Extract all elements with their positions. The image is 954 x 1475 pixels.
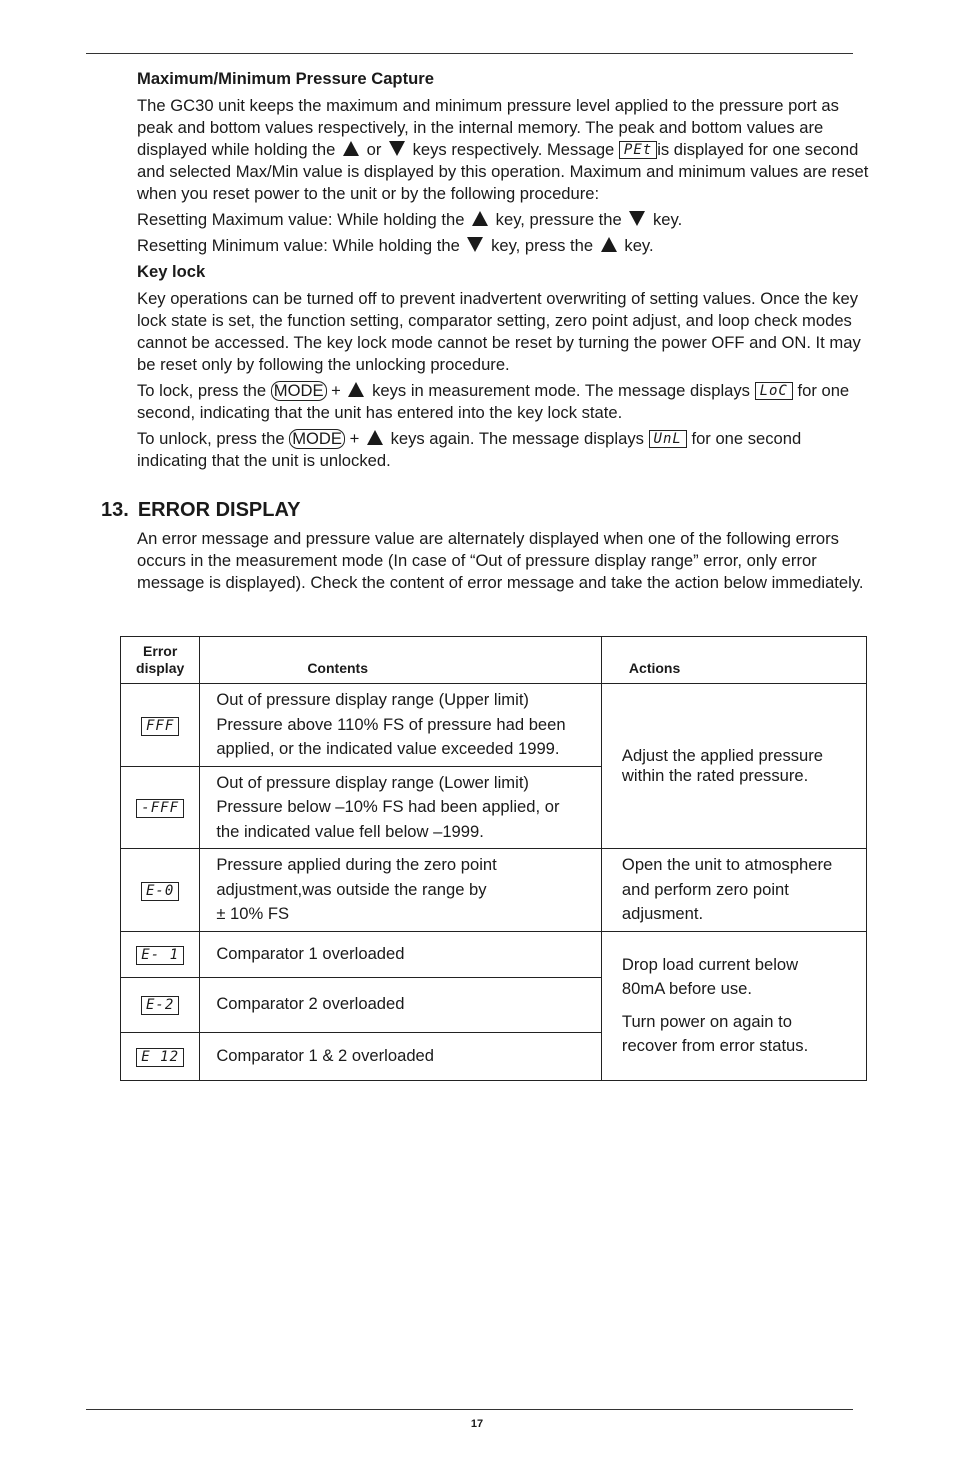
section-title-text: ERROR DISPLAY xyxy=(137,499,301,521)
up-arrow-key-icon xyxy=(348,382,364,397)
lcd-error-code: E-0 xyxy=(141,882,179,901)
header-text: Error xyxy=(143,643,178,659)
down-arrow-key-icon xyxy=(389,141,405,156)
lcd-unlock-message: UnL xyxy=(649,430,687,448)
action-line: 80mA before use. xyxy=(621,979,752,998)
content-line: Out of pressure display range (Upper limit) xyxy=(216,690,529,709)
content-line: Comparator 1 & 2 overloaded xyxy=(216,1045,435,1065)
action-line: Open the unit to atmosphere xyxy=(621,855,833,874)
action-line: adjusment. xyxy=(621,904,704,923)
page-number: 17 xyxy=(470,1418,484,1430)
lock-procedure xyxy=(137,380,872,424)
header-text: display xyxy=(136,660,185,676)
capture-text: The GC30 unit keeps the maximum and minimum pressure level applied to the pressure port as peak and bottom values respectively, in the internal memory. The peak and bottom values are displayed while holding the xyxy=(137,96,839,159)
error-content-cell xyxy=(200,931,602,977)
error-content-cell xyxy=(200,766,602,849)
error-code-cell xyxy=(121,684,200,767)
mode-key-icon: MODE xyxy=(289,429,345,449)
content-line: applied, or the indicated value exceeded 1999. xyxy=(216,739,560,758)
lcd-error-code: E- 1 xyxy=(136,946,184,965)
unlock-text: for one second indicating that the unit is unlocked. xyxy=(137,429,802,470)
header-contents: Contents xyxy=(200,637,602,684)
content-line: Out of pressure display range (Lower limit) xyxy=(216,772,529,792)
content-line: Pressure applied during the zero point xyxy=(216,855,497,874)
reset-text: Resetting Minimum value: While holding the xyxy=(137,236,460,255)
top-rule xyxy=(86,53,853,54)
error-code-cell xyxy=(121,931,200,977)
lock-text: + xyxy=(331,381,341,400)
error-content-cell xyxy=(200,1032,602,1080)
action-line: Turn power on again to xyxy=(621,1011,792,1031)
error-code-cell xyxy=(121,1032,200,1080)
lcd-error-code: FFF xyxy=(141,717,179,736)
action-line: within the rated pressure. xyxy=(621,766,809,785)
content-line: the indicated value fell below –1999. xyxy=(216,821,484,841)
content-line: Pressure above 110% FS of pressure had been xyxy=(216,714,566,734)
unlock-procedure xyxy=(137,428,872,472)
lcd-lock-message: LoC xyxy=(755,382,793,400)
action-line: Drop load current below xyxy=(621,954,799,974)
unlock-text: To unlock, press the xyxy=(137,429,285,448)
up-arrow-key-icon xyxy=(601,237,617,252)
up-arrow-key-icon xyxy=(472,211,488,226)
lcd-error-code: E 12 xyxy=(136,1048,184,1067)
section-intro: An error message and pressure value are alternately displayed when one of the following errors occurs in the measurement mode (In case of “Out of pressure display range” error, only error message is displayed). Check the content of error message and take the action below immediately. xyxy=(137,529,864,592)
error-action-cell xyxy=(601,931,866,1080)
content-line: ± 10% FS xyxy=(216,904,290,923)
error-action-cell xyxy=(601,684,866,849)
bottom-rule xyxy=(86,1409,853,1410)
reset-max-line xyxy=(137,209,872,231)
error-code-cell xyxy=(121,849,200,932)
lcd-error-code: -FFF xyxy=(136,799,184,818)
error-code-cell xyxy=(121,977,200,1032)
header-error-display xyxy=(121,637,200,684)
error-code-cell xyxy=(121,766,200,849)
section-title xyxy=(101,499,300,522)
down-arrow-key-icon xyxy=(629,211,645,226)
unlock-text: keys again. The message displays xyxy=(390,429,644,448)
reset-text: key. xyxy=(624,236,654,255)
header-actions: Actions xyxy=(601,637,866,684)
error-content-cell xyxy=(200,977,602,1032)
error-table xyxy=(120,636,867,1081)
lcd-peak-message: PEt xyxy=(619,141,657,159)
unlock-text: + xyxy=(349,429,360,448)
capture-text: keys respectively. Message xyxy=(412,140,615,159)
mode-key-icon: MODE xyxy=(271,381,327,401)
capture-paragraph xyxy=(137,95,872,205)
capture-and-keylock-section xyxy=(137,68,872,476)
lcd-error-code: E-2 xyxy=(141,996,179,1015)
table-header-row xyxy=(121,637,867,684)
lock-text: for one second, indicating that the unit has entered into the key lock state. xyxy=(137,381,850,422)
capture-text: is displayed for one second and selected Max/Min value is displayed by this operation. Maximum and minimum values are reset when you reset power to the unit or by the following procedure: xyxy=(137,140,869,203)
error-action-cell xyxy=(601,849,866,932)
reset-text: Resetting Maximum value: While holding the xyxy=(137,210,465,229)
error-content-cell xyxy=(200,684,602,767)
lock-text: To lock, press the xyxy=(137,381,267,400)
content-line: Comparator 1 overloaded xyxy=(216,943,405,963)
content-line: adjustment,was outside the range by xyxy=(216,879,487,899)
action-line: and perform zero point xyxy=(621,879,789,899)
table-row xyxy=(121,684,867,767)
reset-text: key, press the xyxy=(491,236,594,255)
keylock-heading: Key lock xyxy=(137,262,206,281)
up-arrow-key-icon xyxy=(343,141,359,156)
action-line: Adjust the applied pressure xyxy=(621,746,824,765)
content-line: Pressure below –10% FS had been applied, or xyxy=(216,797,560,816)
capture-text: or xyxy=(366,140,382,159)
reset-text: key, pressure the xyxy=(495,210,622,229)
capture-heading: Maximum/Minimum Pressure Capture xyxy=(137,69,434,88)
content-line: Comparator 2 overloaded xyxy=(216,994,405,1014)
lock-text: keys in measurement mode. The message displays xyxy=(372,381,750,400)
table-row xyxy=(121,849,867,932)
section-number: 13. xyxy=(101,499,129,521)
action-line: recover from error status. xyxy=(621,1036,809,1055)
up-arrow-key-icon xyxy=(367,430,383,445)
reset-min-line xyxy=(137,235,872,257)
error-content-cell xyxy=(200,849,602,932)
reset-text: key. xyxy=(652,210,683,229)
action-spacer xyxy=(622,1002,856,1010)
keylock-paragraph: Key operations can be turned off to prevent inadvertent overwriting of setting values. Once the key lock state is set, the function setting, comparator setting, zero point adjust, and loop check modes cannot be accessed. The key lock mode cannot be reset by turning the power OFF and ON. It may be reset only by following the unlocking procedure. xyxy=(137,289,861,374)
table-row xyxy=(121,931,867,977)
down-arrow-key-icon xyxy=(467,237,483,252)
